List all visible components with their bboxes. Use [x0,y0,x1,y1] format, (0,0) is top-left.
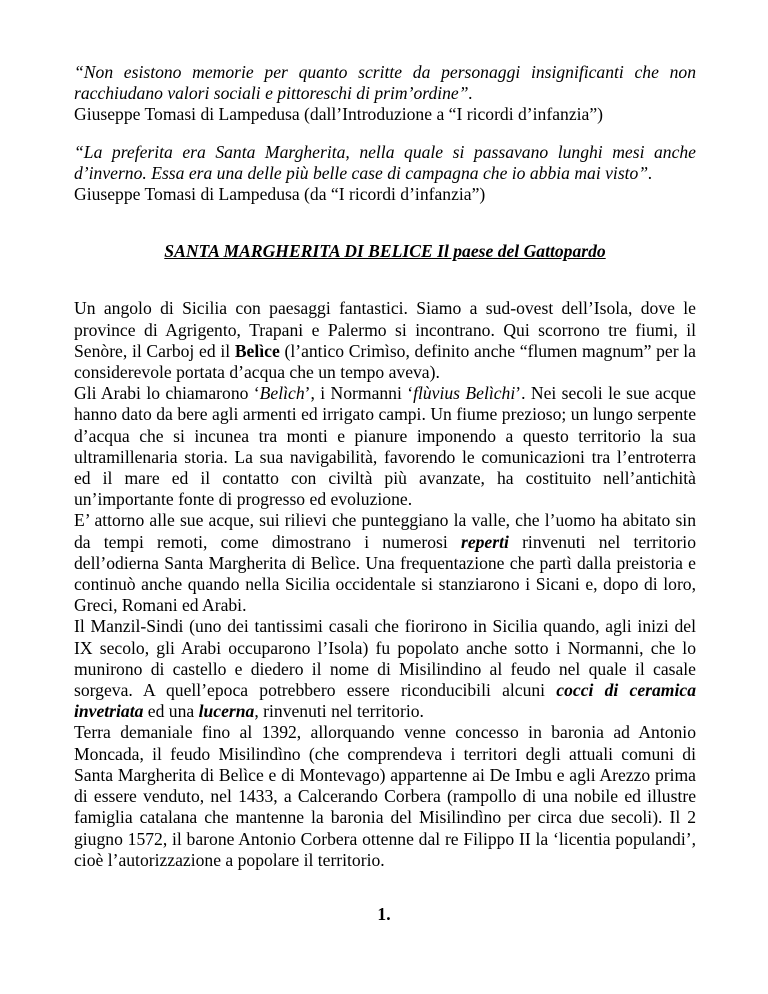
italic-run: flùvius Belìchi [413,383,516,404]
text-run: ed una [143,701,199,722]
epigraph-quote-2 [74,142,696,206]
epigraph-quote-1 [74,62,696,126]
text-run: , rinvenuti nel territorio. [254,701,424,722]
paragraph-2 [74,383,696,510]
text-run: ’. Nei secoli le sue acque hanno dato da bere agli armenti ed irrigato campi. Un fiume prezioso; un lungo serpente d’acqua che si incunea tra monti e pianure imponendo a questo territorio la sua ultramillenaria storia. La sua navigabilità, favorendo le comunicazioni tra l’entroterra ed il mare ed il contatto con civiltà più avanzate, ha costituito nell’antichità un’importante fonte di progresso ed evoluzione. [74,383,696,510]
text-run: Gli Arabi lo chiamarono ‘ [74,383,260,404]
text-run: E’ attorno alle sue acque, sui rilievi che punteggiano la valle, che l’uomo ha abitato sin da tempi remoti, come dimostrano i numerosi [74,510,696,552]
paragraph-5: Terra demaniale fino al 1392, allorquando venne concesso in baronia ad Antonio Moncada, il feudo Misilindìno (che comprendeva i territori degli attuali comuni di Santa Margherita di Belìce e di Montevago) appartenne ai De Imbu e agli Arezzo prima di essere venduto, nel 1433, a Calcerando Corbera (rampollo di una nobile ed illustre famiglia catalana che mantenne la baronia del Misilindìno per circa due secoli). Il 2 giugno 1572, il barone Antonio Corbera ottenne dal re Filippo II la ‘licentia populandi’, cioè l’autorizzazione a popolare il territorio. [74,722,696,870]
bold-italic-run: lucerna [198,701,255,722]
quote-text: “Non esistono memorie per quanto scritte da personaggi insignificanti che non racchiudano valori sociali e pittoreschi di prim’ordine”. [74,62,696,104]
paragraph-3 [74,510,696,616]
paragraph-1 [74,298,696,383]
italic-run: Belìch [259,383,305,404]
quote-attribution: Giuseppe Tomasi di Lampedusa (da “I ricordi d’infanzia”) [74,184,486,205]
text-run: Il Manzil-Sindi (uno dei tantissimi casali che fiorirono in Sicilia quando, agli inizi del IX secolo, gli Arabi occuparono l’Isola) fu popolato anche sotto i Normanni, che lo munirono di castello e diedero il nome di Misilindino al feudo nel quale il casale sorgeva. A quell’epoca potrebbero essere riconducibili alcuni [74,616,696,701]
bold-run: Belìce [234,340,280,361]
document-title: SANTA MARGHERITA DI BELICE Il paese del Gattopardo [164,241,606,262]
bold-italic-run: cocci di ceramica invetriata [74,680,696,722]
paragraph-4 [74,616,696,722]
quote-text: “La preferita era Santa Margherita, nella quale si passavano lunghi mesi anche d’inverno. Essa era una delle più belle case di campagna che io abbia mai visto”. [74,141,696,183]
page-number: 1. [377,904,391,924]
document-body [74,62,696,871]
text-run: ’, i Normanni ‘ [304,383,414,404]
text-run: rinvenuti nel territorio dell’odierna Santa Margherita di Belìce. Una frequentazione che partì dalla preistoria e continuò anche quando nella Sicilia occidentale si stanziarono i Sicani e, dopo di loro, Greci, Romani ed Arabi. [74,531,696,616]
text-run: Un angolo di Sicilia con paesaggi fantastici. Siamo a sud-ovest dell’Isola, dove le province di Agrigento, Trapani e Palermo si incontrano. Qui scorrono tre fiumi, il Senòre, il Carboj ed il [74,298,696,361]
text-run: (l’antico Crimìso, definito anche “flumen magnum” per la considerevole portata d’acqua che un tempo aveva). [74,340,696,383]
quote-attribution: Giuseppe Tomasi di Lampedusa (dall’Introduzione a “I ricordi d’infanzia”) [74,104,603,125]
bold-italic-run: reperti [460,531,509,552]
